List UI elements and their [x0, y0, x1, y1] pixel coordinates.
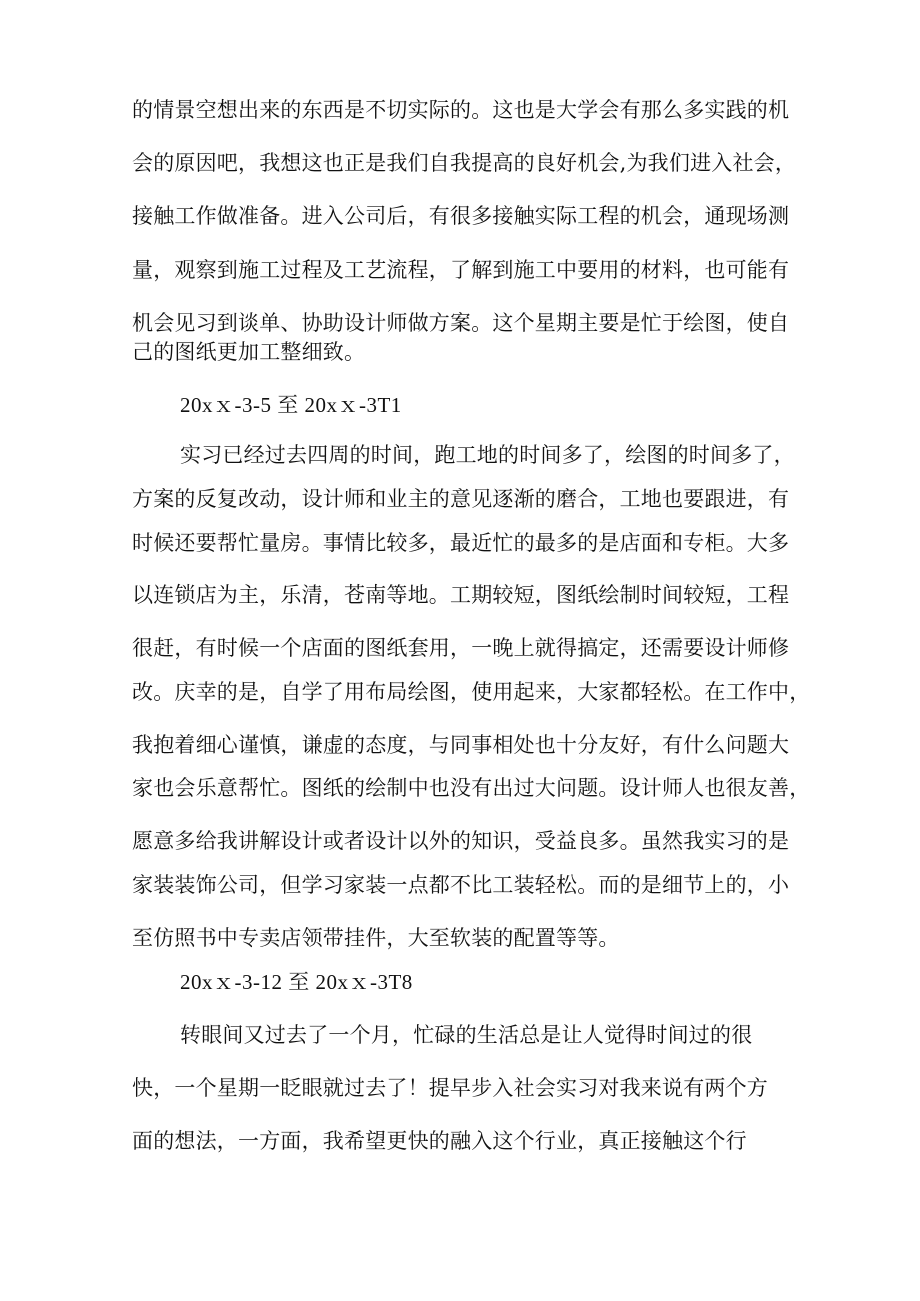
paragraph-line: 量，观察到施工过程及工艺流程，了解到施工中要用的材料，也可能有 — [132, 258, 790, 282]
paragraph-line: 改。庆幸的是，自学了用布局绘图，使用起来，大家都轻松。在工作中， — [132, 680, 811, 704]
paragraph-line: 的情景空想出来的东西是不切实际的。这也是大学会有那么多实践的机 — [132, 98, 790, 122]
paragraph-line: 愿意多给我讲解设计或者设计以外的知识，受益良多。虽然我实习的是 — [132, 829, 790, 853]
paragraph-line: 转眼间又过去了一个月，忙碌的生活总是让人觉得时间过的很 — [180, 1023, 753, 1047]
paragraph-line: 机会见习到谈单、协助设计师做方案。这个星期主要是忙于绘图，使自 — [132, 311, 790, 335]
paragraph-line: 方案的反复改动，设计师和业主的意见逐渐的磨合，工地也要跟进，有 — [132, 487, 790, 511]
paragraph-line: 面的想法，一方面，我希望更快的融入这个行业，真正接触这个行 — [132, 1129, 747, 1153]
paragraph-line: 我抱着细心谨慎，谦虚的态度，与同事相处也十分友好，有什么问题大 — [132, 733, 790, 757]
paragraph-line: 至仿照书中专卖店领带挂件，大至软装的配置等等。 — [132, 926, 620, 950]
paragraph-line: 接触工作做准备。进入公司后，有很多接触实际工程的机会，通现场测 — [132, 204, 790, 228]
paragraph-line: 家也会乐意帮忙。图纸的绘制中也没有出过大问题。设计师人也很友善， — [132, 776, 811, 800]
paragraph-line: 实习已经过去四周的时间，跑工地的时间多了，绘图的时间多了， — [180, 443, 795, 467]
paragraph-line: 时候还要帮忙量房。事情比较多，最近忙的最多的是店面和专柜。大多 — [132, 531, 790, 555]
date-heading: 20xｘ-3-12 至 20xｘ-3T8 — [180, 970, 413, 994]
paragraph-line: 以连锁店为主，乐清，苍南等地。工期较短，图纸绘制时间较短，工程 — [132, 583, 790, 607]
paragraph-line: 家装装饰公司，但学习家装一点都不比工装轻松。而的是细节上的，小 — [132, 873, 790, 897]
paragraph-line: 很赶，有时候一个店面的图纸套用，一晚上就得搞定，还需要设计师修 — [132, 636, 790, 660]
paragraph-line: 己的图纸更加工整细致。 — [132, 340, 366, 364]
paragraph-line: 会的原因吧，我想这也正是我们自我提高的良好机会,为我们进入社会， — [132, 151, 797, 175]
date-heading: 20xｘ-3-5 至 20xｘ-3T1 — [180, 393, 402, 417]
paragraph-line: 快，一个星期一眨眼就过去了！提早步入社会实习对我来说有两个方 — [132, 1076, 768, 1100]
